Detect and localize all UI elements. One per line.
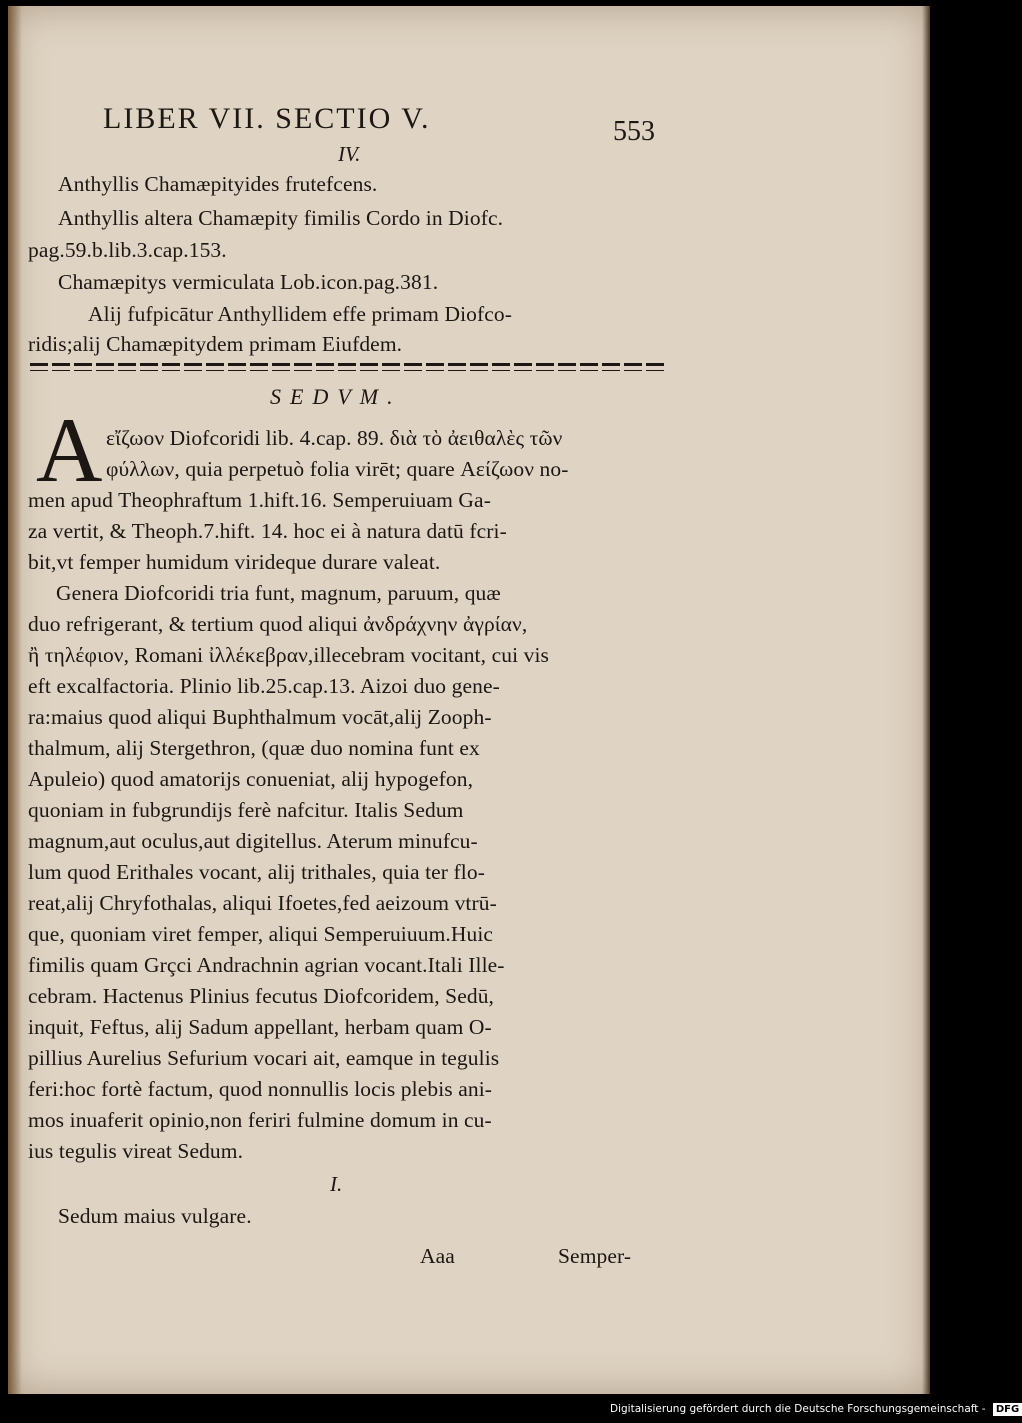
text-line: Anthyllis altera Chamæpity fimilis Cordo in Diofc.	[58, 206, 504, 230]
text-line: reat,alij Chryfothalas, aliqui Ifoetes,fed aeizoum vtrū-	[28, 891, 497, 915]
text-line: ridis;alij Chamæpitydem primam Eiufdem.	[28, 332, 403, 356]
text-line: Apuleio) quod amatorijs conueniat, alij hypogefon,	[28, 767, 474, 791]
text-line: lum quod Erithales vocant, alij trithales, quia ter flo-	[28, 860, 485, 884]
text-line: Chamæpitys vermiculata Lob.icon.pag.381.	[58, 270, 439, 294]
text-line: εἴζωον Diofcoridi lib. 4.cap. 89. διὰ τὸ ἀειθαλὲς τῶν	[106, 426, 563, 450]
catchword: Semper-	[558, 1244, 632, 1268]
text-line: que, quoniam viret femper, aliqui Semperuiuum.Huic	[28, 922, 494, 946]
text-line: ius tegulis vireat Sedum.	[28, 1139, 244, 1163]
section-number-i: I.	[330, 1172, 343, 1196]
text-line: Alij fufpicātur Anthyllidem effe primam Diofco-	[88, 302, 513, 326]
text-line: quoniam in fubgrundijs ferè nafcitur. Italis Sedum	[28, 798, 464, 822]
text-line: φύλλων, quia perpetuò folia virēt; quare Αείζωον no-	[106, 457, 569, 481]
text-line: fimilis quam Grçci Andrachnin agrian vocant.Itali Ille-	[28, 953, 505, 977]
book-page	[8, 6, 930, 1394]
section-heading-sedum: SEDVM.	[270, 384, 402, 409]
page-number: 553	[613, 116, 655, 147]
signature-mark: Aaa	[420, 1244, 455, 1268]
funding-credit	[610, 1403, 1022, 1419]
text-line: Anthyllis Chamæpityides frutefcens.	[58, 172, 378, 196]
ornamental-rule	[30, 363, 668, 366]
text-line: inquit, Feftus, alij Sadum appellant, herbam quam O-	[28, 1015, 492, 1039]
text-line: za vertit, & Theoph.7.hift. 14. hoc ei à natura datū fcri-	[28, 519, 507, 543]
drop-cap: A	[36, 399, 103, 501]
text-line: mos inuaferit opinio,non feriri fulmine domum in cu-	[28, 1108, 492, 1132]
ornamental-rule	[30, 370, 668, 371]
text-line: duo refrigerant, & tertium quod aliqui ἀνδράχνην ἀγρίαν,	[28, 612, 528, 636]
text-line: magnum,aut oculus,aut digitellus. Aterum minufcu-	[28, 829, 478, 853]
text-line: bit,vt femper humidum virideque durare valeat.	[28, 550, 441, 574]
text-line: cebram. Hactenus Plinius fecutus Diofcoridem, Sedū,	[28, 984, 495, 1008]
text-line: feri:hoc fortè factum, quod nonnullis locis plebis ani-	[28, 1077, 493, 1101]
funding-credit-text: Digitalisierung gefördert durch die Deutsche Forschungsgemeinschaft -	[610, 1403, 986, 1415]
text-line: ἢ τηλέφιον, Romani ἰλλέκεβραν,illecebram vocitant, cui vis	[28, 643, 550, 667]
section-number-iv: IV.	[338, 142, 361, 166]
text-line: ra:maius quod aliqui Buphthalmum vocāt,alij Zooph-	[28, 705, 492, 729]
text-line: pillius Aurelius Sefurium vocari ait, eamque in tegulis	[28, 1046, 500, 1070]
text-line: thalmum, alij Stergethron, (quæ duo nomina funt ex	[28, 736, 480, 760]
text-line: Sedum maius vulgare.	[58, 1204, 252, 1228]
text-line: men apud Theophraftum 1.hift.16. Semperuiuam Ga-	[28, 488, 491, 512]
running-head: LIBER VII. SECTIO V.	[103, 102, 431, 135]
dfg-logo: DFG	[993, 1403, 1022, 1416]
text-line: Genera Diofcoridi tria funt, magnum, paruum, quæ	[56, 581, 501, 605]
text-line: eft excalfactoria. Plinio lib.25.cap.13. Aizoi duo gene-	[28, 674, 500, 698]
text-line: pag.59.b.lib.3.cap.153.	[28, 238, 227, 262]
